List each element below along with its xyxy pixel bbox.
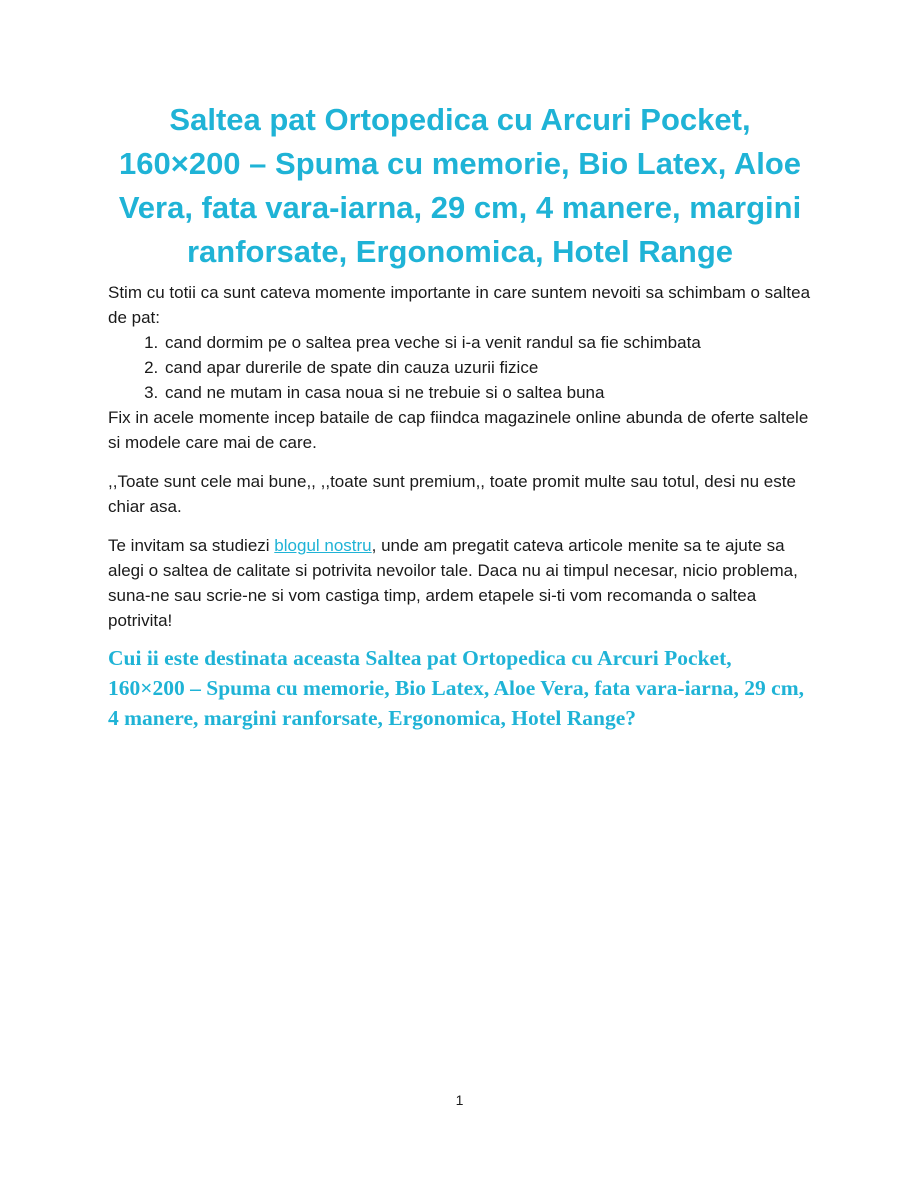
- intro-paragraph: Stim cu totii ca sunt cateva momente importante in care suntem nevoiti sa schimbam o saltea de pat:: [108, 283, 811, 327]
- document-content: [108, 0, 812, 733]
- page-title: Saltea pat Ortopedica cu Arcuri Pocket, 160×200 – Spuma cu memorie, Bio Latex, Aloe Vera, fata vara-iarna, 29 cm, 4 manere, margini ranforsate, Ergonomica, Hotel Range: [118, 102, 802, 269]
- quotes-paragraph: ,,Toate sunt cele mai bune,, ,,toate sunt premium,, toate promit multe sau totul, desi nu este chiar asa.: [108, 472, 796, 516]
- fix-paragraph: Fix in acele momente incep bataile de cap fiindca magazinele online abunda de oferte saltele si modele care mai de care.: [108, 408, 809, 452]
- invite-text-after: , unde am pregatit cateva articole menite sa te ajute sa alegi o saltea de calitate si potrivita nevoilor tale. Daca nu ai timpul necesar, nicio problema, suna-ne sau scrie-ne si vom castiga timp, ardem etapele si-ti vom recomanda o saltea potrivita!: [108, 536, 798, 630]
- list-item: 1. cand dormim pe o saltea prea veche si i-a venit randul sa fie schimbata: [163, 330, 812, 355]
- subheading: Cui ii este destinata aceasta Saltea pat Ortopedica cu Arcuri Pocket, 160×200 – Spuma cu memorie, Bio Latex, Aloe Vera, fata vara-iarna, 29 cm, 4 manere, margini ranforsate, Ergonomica, Hotel Range?: [108, 646, 804, 730]
- reasons-list: [108, 330, 812, 405]
- invite-paragraph: [108, 533, 812, 633]
- blog-link[interactable]: blogul nostru: [274, 536, 372, 555]
- list-item: 2. cand apar durerile de spate din cauza uzurii fizice: [163, 355, 812, 380]
- list-item: 3. cand ne mutam in casa noua si ne trebuie si o saltea buna: [163, 380, 812, 405]
- page-number: 1: [455, 1092, 464, 1108]
- invite-text-before: Te invitam sa studiezi: [108, 536, 275, 555]
